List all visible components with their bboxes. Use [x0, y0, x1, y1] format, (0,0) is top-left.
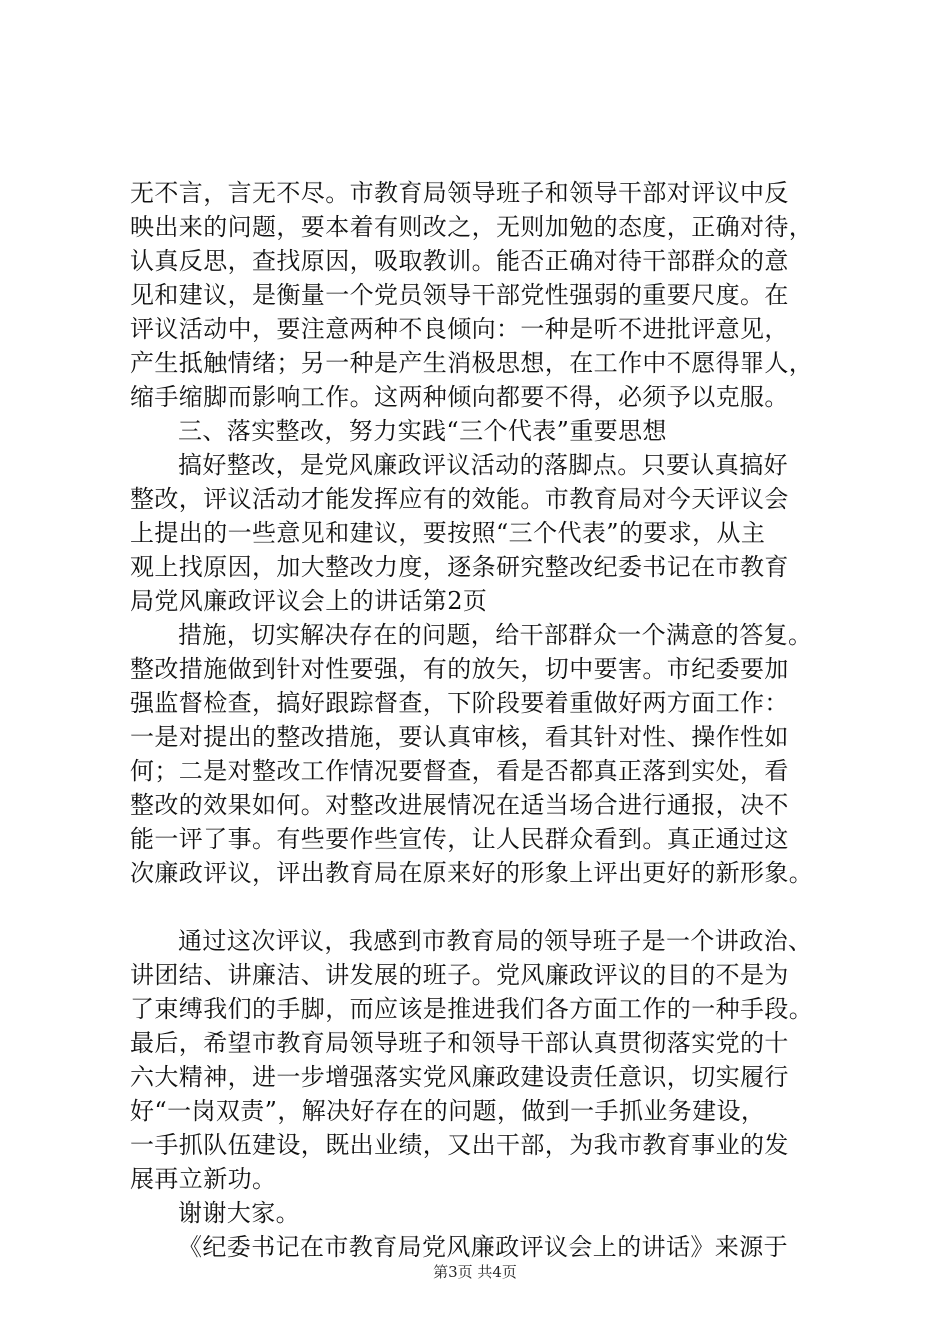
- text-line: 整改措施做到针对性要强，有的放矢，切中要害。市纪委要加: [130, 655, 789, 683]
- text-line: 观上找原因，加大整改力度，逐条研究整改纪委书记在市教育: [130, 553, 789, 581]
- text-line: 产生抵触情绪；另一种是产生消极思想，在工作中不愿得罪人，: [130, 349, 814, 377]
- text-line: 六大精神，进一步增强落实党风廉政建设责任意识，切实履行: [130, 1063, 789, 1091]
- paragraph-gap: [130, 890, 832, 924]
- text-line: 认真反思，查找原因，吸取教训。能否正确对待干部群众的意: [130, 247, 789, 275]
- text-line: 一手抓队伍建设，既出业绩，又出干部，为我市教育事业的发: [130, 1131, 789, 1159]
- text-line: 缩手缩脚而影响工作。这两种倾向都要不得，必须予以克服。: [130, 383, 789, 411]
- text-line: 《纪委书记在市教育局党风廉政评议会上的讲话》来源于: [178, 1233, 788, 1261]
- text-line: 何；二是对整改工作情况要督查，看是否都真正落到实处，看: [130, 757, 789, 785]
- text-line: 搞好整改，是党风廉政评议活动的落脚点。只要认真搞好: [178, 451, 788, 479]
- text-line: 讲团结、讲廉洁、讲发展的班子。党风廉政评议的目的不是为: [130, 961, 789, 989]
- text-line: 能一评了事。有些要作些宣传，让人民群众看到。真正通过这: [130, 825, 789, 853]
- text-line: 上提出的一些意见和建议，要按照“三个代表”的要求，从主: [130, 519, 766, 547]
- text-line: 强监督检查，搞好跟踪督查，下阶段要着重做好两方面工作：: [130, 689, 789, 717]
- text-line: 展再立新功。: [130, 1165, 277, 1193]
- page-number-footer: 第3页 共4页: [433, 1263, 517, 1281]
- text-line: 整改，评议活动才能发挥应有的效能。市教育局对今天评议会: [130, 485, 789, 513]
- text-line: 了束缚我们的手脚，而应该是推进我们各方面工作的一种手段。: [130, 995, 814, 1023]
- text-line: 通过这次评议，我感到市教育局的领导班子是一个讲政治、: [178, 927, 813, 955]
- text-line: 谢谢大家。: [178, 1199, 300, 1227]
- text-line: 好“一岗双责”，解决好存在的问题，做到一手抓业务建设，: [130, 1097, 766, 1125]
- text-line: 评议活动中，要注意两种不良倾向：一种是听不进批评意见，: [130, 315, 789, 343]
- section-heading: 三、落实整改，努力实践“三个代表”重要思想: [178, 417, 667, 445]
- text-line: 映出来的问题，要本着有则改之，无则加勉的态度，正确对待，: [130, 213, 814, 241]
- text-line: 最后，希望市教育局领导班子和领导干部认真贯彻落实党的十: [130, 1029, 789, 1057]
- text-line: 次廉政评议，评出教育局在原来好的形象上评出更好的新形象。: [130, 859, 814, 887]
- document-body: [130, 176, 832, 1264]
- text-line: 无不言，言无不尽。市教育局领导班子和领导干部对评议中反: [130, 179, 789, 207]
- text-line: 措施，切实解决存在的问题，给干部群众一个满意的答复。: [178, 621, 813, 649]
- text-line: 见和建议，是衡量一个党员领导干部党性强弱的重要尺度。在: [130, 281, 789, 309]
- text-line: 局党风廉政评议会上的讲话第2页: [130, 587, 488, 615]
- text-line: 整改的效果如何。对整改进展情况在适当场合进行通报，决不: [130, 791, 789, 819]
- text-line: 一是对提出的整改措施，要认真审核，看其针对性、操作性如: [130, 723, 789, 751]
